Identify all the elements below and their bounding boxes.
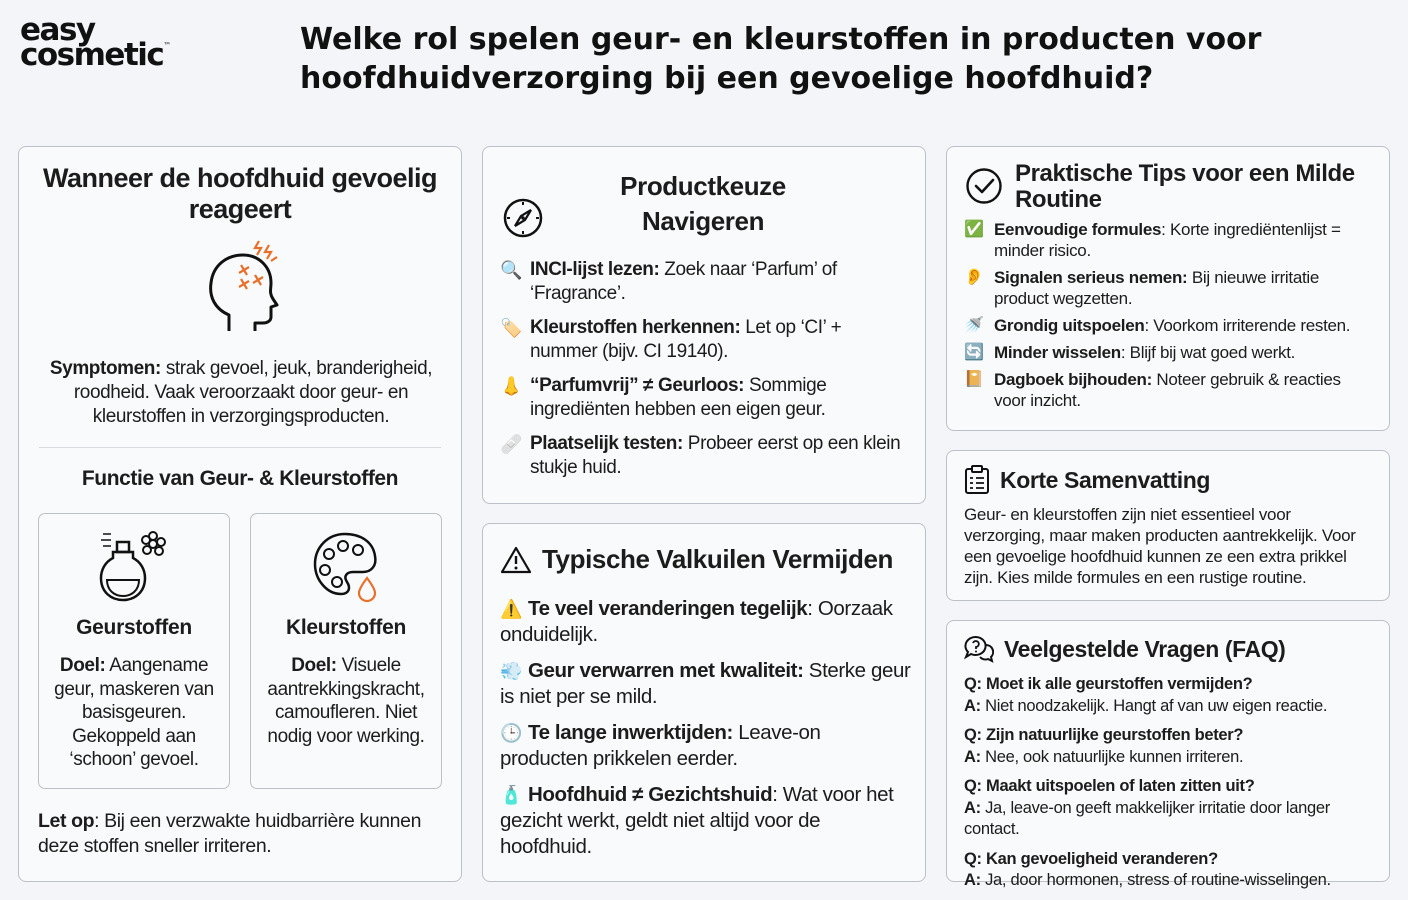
summary-text: Geur- en kleurstoffen zijn niet essentieel voor verzorging, maar maken producten aantrekkelijk. Voor een gevoelige hoofdhuid kunnen ze een extra prikkel zijn. Kies milde formules en een rustige routine.: [964, 505, 1356, 587]
clipboard-list-icon: [964, 465, 990, 495]
panel-summary: [946, 450, 1390, 601]
faq-answer: A: Ja, leave-on geeft makkelijker irritatie door langer contact.: [964, 798, 1330, 838]
label-tag-icon: 🏷️: [500, 318, 523, 338]
warning-icon: ⚠️: [500, 599, 523, 619]
panel-heading: Korte Samenvatting: [964, 465, 1210, 495]
faq-question: Q: Zijn natuurlijke geurstoffen beter?: [964, 726, 1244, 744]
repeat-icon: 🔄: [964, 344, 984, 361]
list-item: ⚠️ Te veel veranderingen tegelijk: Oorzaak onduidelijk.: [500, 597, 893, 646]
symptoms-text: Symptomen: strak gevoel, jeuk, branderigheid, roodheid. Vaak veroorzaakt door geur- en kleurstoffen in verzorgingsproducten.: [49, 358, 433, 427]
faq-question: Q: Kan gevoeligheid veranderen?: [964, 849, 1218, 868]
faq-list: [964, 674, 1379, 900]
faq-item: [964, 776, 1379, 841]
divider: [39, 447, 441, 448]
bandage-icon: 🩹: [500, 434, 523, 454]
product-choice-list: [500, 258, 913, 490]
card-kleurstoffen: [250, 513, 442, 789]
tips-list: [964, 219, 1377, 417]
brand-line-2: cosmetic™: [20, 37, 172, 74]
card-geurstoffen: [38, 513, 230, 789]
nose-icon: 👃: [500, 376, 523, 396]
page-title: Welke rol spelen geur- en kleurstoffen in producten voor hoofdhuidverzorging bij een gevoelige hoofdhuid?: [300, 22, 1262, 96]
faq-item: [964, 725, 1379, 768]
compass-icon: [502, 197, 544, 244]
lotion-bottle-icon: 🧴: [500, 785, 523, 805]
card-title: Kleurstoffen: [285, 616, 407, 639]
panel-tips: [946, 146, 1390, 431]
list-item: ✅ Eenvoudige formules: Korte ingrediëntenlijst = minder risico.: [964, 220, 1341, 260]
list-item: 👃 “Parfumvrij” ≠ Geurloos: Sommige ingrediënten hebben een eigen geur.: [500, 375, 827, 420]
list-item: 🔄 Minder wisselen: Blijf bij wat goed werkt.: [964, 343, 1296, 362]
checkmark-icon: ✅: [964, 221, 984, 238]
list-item: 📔 Dagboek bijhouden: Noteer gebruik & reacties voor inzicht.: [964, 370, 1341, 410]
card-description: Doel: Aangename geur, maskeren van basisgeuren. Gekoppeld aan ‘schoon’ gevoel.: [54, 655, 214, 770]
list-item: 🕒 Te lange inwerktijden: Leave-on producten prikkelen eerder.: [500, 721, 821, 770]
magnifier-icon: 🔍: [500, 260, 523, 280]
panel-pitfalls: [482, 523, 926, 882]
faq-item: [964, 849, 1379, 892]
function-subheading: Functie van Geur- & Kleurstoffen: [81, 467, 399, 490]
faq-question: Q: Moet ik alle geurstoffen vermijden?: [964, 675, 1253, 693]
card-title: Geurstoffen: [76, 616, 192, 639]
panel-heading: Praktische Tips voor een Milde Routine: [1015, 160, 1355, 213]
faq-answer: A: Nee, ook natuurlijke kunnen irriteren.: [964, 747, 1244, 766]
clock-icon: 🕒: [500, 723, 523, 743]
warning-triangle-icon: [500, 546, 532, 574]
palette-icon: [311, 528, 381, 613]
panel-faq: [946, 620, 1390, 889]
shower-icon: 🚿: [964, 317, 984, 334]
card-description: Doel: Visuele aantrekkingskracht, camoufleren. Niet nodig voor werking.: [267, 655, 425, 747]
ear-icon: 👂: [964, 269, 984, 286]
list-item: 🩹 Plaatselijk testen: Probeer eerst op een klein stukje huid.: [500, 433, 901, 478]
panel-heading: Wanneer de hoofdhuid gevoelig reageert: [42, 163, 437, 224]
panel-sensitive-scalp: [18, 146, 462, 882]
list-item: 🚿 Grondig uitspoelen: Voorkom irriterende resten.: [964, 316, 1351, 335]
panel-heading: Typische Valkuilen Vermijden: [500, 544, 893, 575]
scent-cloud-icon: 💨: [500, 661, 523, 681]
panel-product-choice: [482, 146, 926, 504]
speech-bubbles-icon: [964, 635, 994, 663]
brand-logo: [20, 12, 172, 74]
list-item: 👂 Signalen serieus nemen: Bij nieuwe irritatie product wegzetten.: [964, 268, 1320, 308]
check-circle-icon: [965, 167, 1003, 210]
faq-answer: A: Ja, door hormonen, stress of routine-wisselingen.: [964, 871, 1331, 889]
faq-item: [964, 674, 1379, 717]
faq-question: Q: Maakt uitspoelen of laten zitten uit?: [964, 777, 1255, 795]
perfume-bottle-icon: [99, 528, 169, 613]
irritated-head-icon: [197, 239, 287, 344]
faq-answer: A: Niet noodzakelijk. Hangt af van uw eigen reactie.: [964, 696, 1328, 715]
list-item: 🏷️ Kleurstoffen herkennen: Let op ‘CI’ + nummer (bijv. CI 19140).: [500, 317, 842, 362]
list-item: 🧴 Hoofdhuid ≠ Gezichtshuid: Wat voor het gezicht werkt, geldt niet altijd voor de hoofdhuid.: [500, 783, 894, 858]
brand-line-1: easy: [20, 12, 95, 48]
pitfalls-list: [500, 596, 913, 870]
note-text: Let op: Bij een verzwakte huidbarrière kunnen deze stoffen sneller irriteren.: [38, 810, 422, 857]
panel-heading: Veelgestelde Vragen (FAQ): [964, 635, 1285, 663]
panel-heading: Productkeuze Navigeren: [620, 171, 786, 236]
notebook-icon: 📔: [964, 371, 984, 388]
list-item: 🔍 INCI-lijst lezen: Zoek naar ‘Parfum’ of ‘Fragrance’.: [500, 259, 837, 304]
list-item: 💨 Geur verwarren met kwaliteit: Sterke geur is niet per se mild.: [500, 659, 911, 708]
